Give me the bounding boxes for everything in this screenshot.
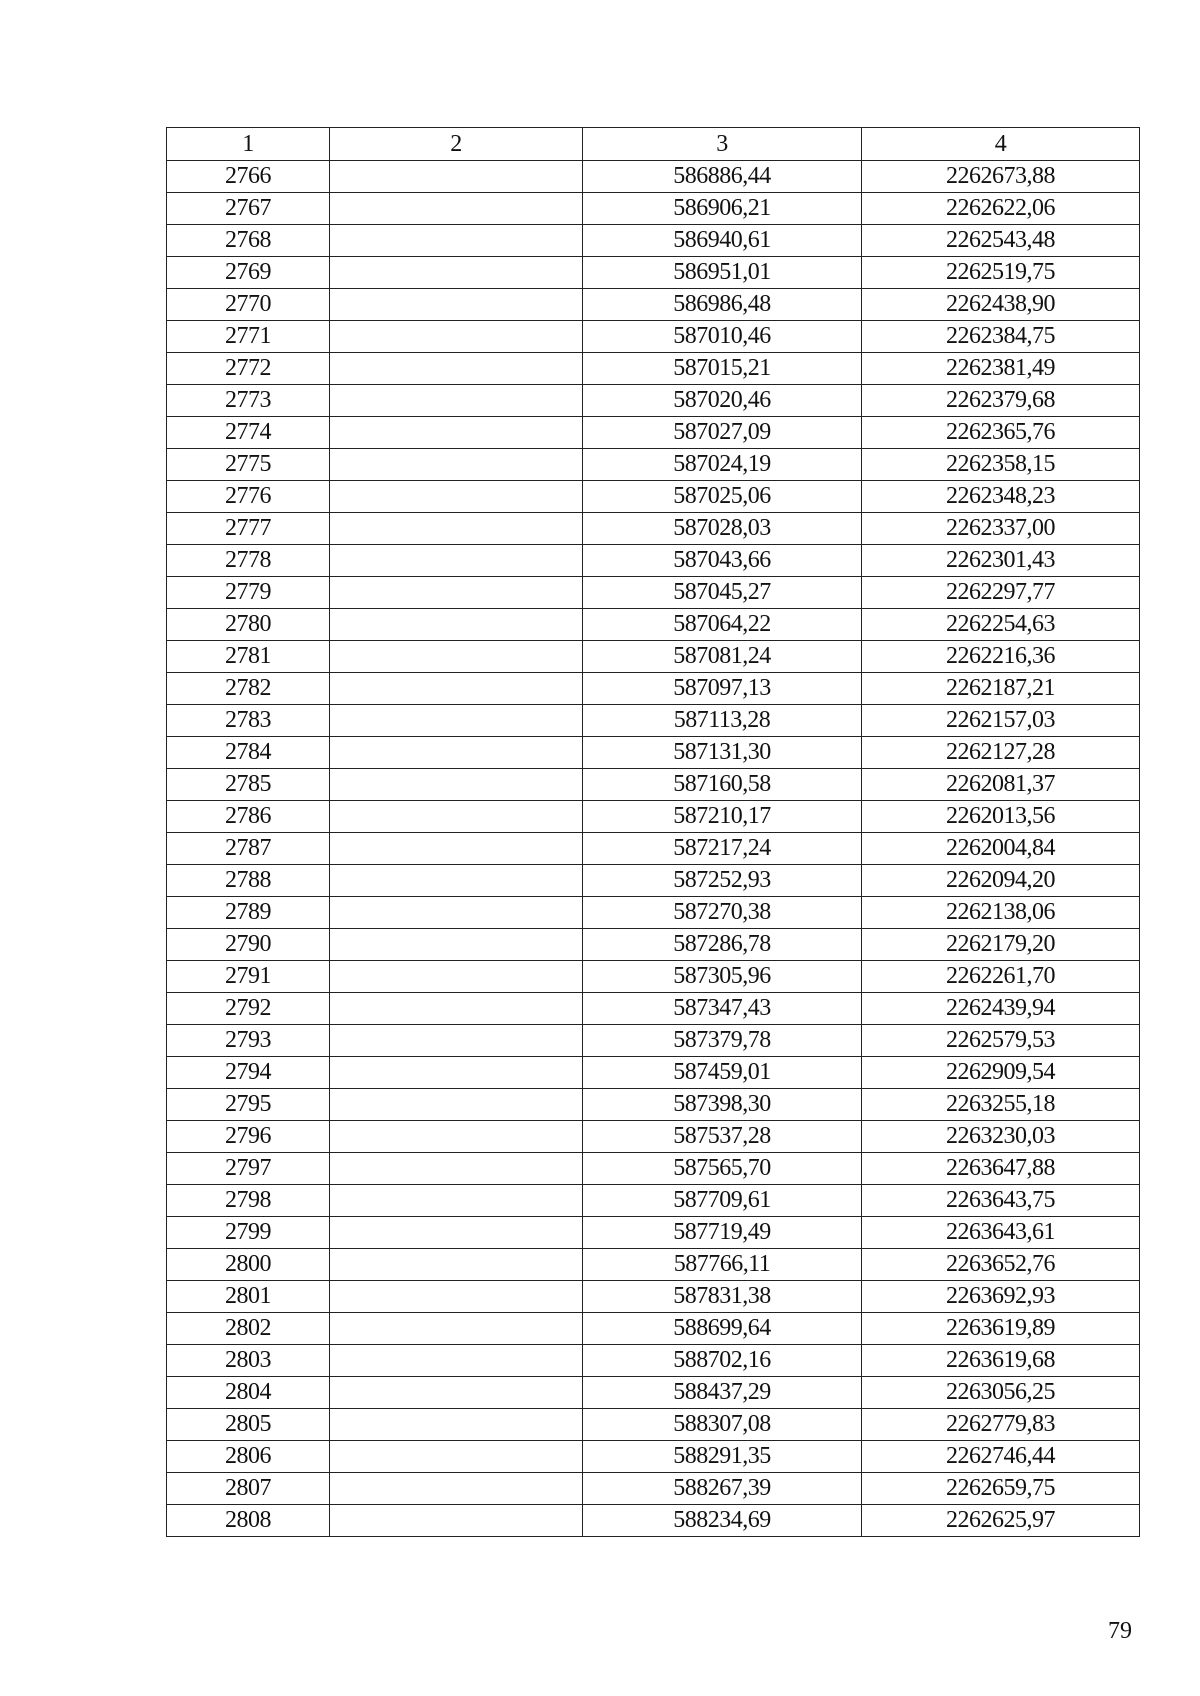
x-coordinate-cell: 587398,30 <box>583 1089 862 1121</box>
point-number-cell: 2806 <box>167 1441 330 1473</box>
y-coordinate-cell: 2262261,70 <box>862 961 1140 993</box>
point-number-cell: 2776 <box>167 481 330 513</box>
table-row <box>167 1409 1140 1441</box>
table-row <box>167 353 1140 385</box>
table-row <box>167 161 1140 193</box>
table-row <box>167 1345 1140 1377</box>
y-coordinate-cell: 2262779,83 <box>862 1409 1140 1441</box>
point-number-cell: 2805 <box>167 1409 330 1441</box>
x-coordinate-cell: 587015,21 <box>583 353 862 385</box>
point-number-cell: 2798 <box>167 1185 330 1217</box>
x-coordinate-cell: 587766,11 <box>583 1249 862 1281</box>
x-coordinate-cell: 586886,44 <box>583 161 862 193</box>
point-number-cell: 2801 <box>167 1281 330 1313</box>
y-coordinate-cell: 2262909,54 <box>862 1057 1140 1089</box>
y-coordinate-cell: 2262365,76 <box>862 417 1140 449</box>
empty-cell <box>330 1025 583 1057</box>
empty-cell <box>330 1281 583 1313</box>
y-coordinate-cell: 2263643,75 <box>862 1185 1140 1217</box>
x-coordinate-cell: 586986,48 <box>583 289 862 321</box>
point-number-cell: 2782 <box>167 673 330 705</box>
y-coordinate-cell: 2262438,90 <box>862 289 1140 321</box>
y-coordinate-cell: 2262348,23 <box>862 481 1140 513</box>
y-coordinate-cell: 2263230,03 <box>862 1121 1140 1153</box>
empty-cell <box>330 1505 583 1537</box>
table-row <box>167 289 1140 321</box>
empty-cell <box>330 673 583 705</box>
point-number-cell: 2794 <box>167 1057 330 1089</box>
x-coordinate-cell: 588234,69 <box>583 1505 862 1537</box>
table-row <box>167 545 1140 577</box>
x-coordinate-cell: 587131,30 <box>583 737 862 769</box>
table-row <box>167 1217 1140 1249</box>
point-number-cell: 2789 <box>167 897 330 929</box>
empty-cell <box>330 257 583 289</box>
x-coordinate-cell: 587217,24 <box>583 833 862 865</box>
table-row <box>167 1281 1140 1313</box>
empty-cell <box>330 513 583 545</box>
x-coordinate-cell: 587097,13 <box>583 673 862 705</box>
y-coordinate-cell: 2262094,20 <box>862 865 1140 897</box>
table-body <box>167 161 1140 1537</box>
point-number-cell: 2788 <box>167 865 330 897</box>
point-number-cell: 2775 <box>167 449 330 481</box>
point-number-cell: 2784 <box>167 737 330 769</box>
x-coordinate-cell: 587028,03 <box>583 513 862 545</box>
point-number-cell: 2807 <box>167 1473 330 1505</box>
y-coordinate-cell: 2262004,84 <box>862 833 1140 865</box>
point-number-cell: 2791 <box>167 961 330 993</box>
y-coordinate-cell: 2262381,49 <box>862 353 1140 385</box>
x-coordinate-cell: 587010,46 <box>583 321 862 353</box>
empty-cell <box>330 737 583 769</box>
empty-cell <box>330 1217 583 1249</box>
x-coordinate-cell: 587347,43 <box>583 993 862 1025</box>
x-coordinate-cell: 587027,09 <box>583 417 862 449</box>
table-row <box>167 513 1140 545</box>
y-coordinate-cell: 2262673,88 <box>862 161 1140 193</box>
table-row <box>167 1089 1140 1121</box>
y-coordinate-cell: 2262216,36 <box>862 641 1140 673</box>
point-number-cell: 2808 <box>167 1505 330 1537</box>
table-row <box>167 1121 1140 1153</box>
table-row <box>167 1441 1140 1473</box>
x-coordinate-cell: 588702,16 <box>583 1345 862 1377</box>
empty-cell <box>330 1409 583 1441</box>
table-row <box>167 577 1140 609</box>
point-number-cell: 2790 <box>167 929 330 961</box>
table-row <box>167 417 1140 449</box>
empty-cell <box>330 225 583 257</box>
point-number-cell: 2767 <box>167 193 330 225</box>
point-number-cell: 2786 <box>167 801 330 833</box>
x-coordinate-cell: 587043,66 <box>583 545 862 577</box>
table-row <box>167 1249 1140 1281</box>
empty-cell <box>330 897 583 929</box>
y-coordinate-cell: 2262013,56 <box>862 801 1140 833</box>
x-coordinate-cell: 587459,01 <box>583 1057 862 1089</box>
table-row <box>167 993 1140 1025</box>
empty-cell <box>330 769 583 801</box>
table-row <box>167 1377 1140 1409</box>
y-coordinate-cell: 2263643,61 <box>862 1217 1140 1249</box>
table-row <box>167 321 1140 353</box>
y-coordinate-cell: 2262543,48 <box>862 225 1140 257</box>
table-row <box>167 897 1140 929</box>
y-coordinate-cell: 2263056,25 <box>862 1377 1140 1409</box>
table-row <box>167 609 1140 641</box>
point-number-cell: 2778 <box>167 545 330 577</box>
table-row <box>167 769 1140 801</box>
table-row <box>167 865 1140 897</box>
empty-cell <box>330 961 583 993</box>
empty-cell <box>330 929 583 961</box>
point-number-cell: 2770 <box>167 289 330 321</box>
table-row <box>167 1153 1140 1185</box>
x-coordinate-cell: 587305,96 <box>583 961 862 993</box>
point-number-cell: 2769 <box>167 257 330 289</box>
y-coordinate-cell: 2262337,00 <box>862 513 1140 545</box>
table-row <box>167 929 1140 961</box>
point-number-cell: 2800 <box>167 1249 330 1281</box>
point-number-cell: 2793 <box>167 1025 330 1057</box>
table-row <box>167 1313 1140 1345</box>
table-row <box>167 1025 1140 1057</box>
empty-cell <box>330 417 583 449</box>
point-number-cell: 2785 <box>167 769 330 801</box>
y-coordinate-cell: 2262358,15 <box>862 449 1140 481</box>
empty-cell <box>330 865 583 897</box>
y-coordinate-cell: 2262379,68 <box>862 385 1140 417</box>
table-row <box>167 257 1140 289</box>
table-row <box>167 641 1140 673</box>
table-row <box>167 801 1140 833</box>
point-number-cell: 2773 <box>167 385 330 417</box>
point-number-cell: 2802 <box>167 1313 330 1345</box>
x-coordinate-cell: 587831,38 <box>583 1281 862 1313</box>
point-number-cell: 2771 <box>167 321 330 353</box>
table-row <box>167 833 1140 865</box>
x-coordinate-cell: 588437,29 <box>583 1377 862 1409</box>
table-row <box>167 225 1140 257</box>
y-coordinate-cell: 2262746,44 <box>862 1441 1140 1473</box>
table-row <box>167 1185 1140 1217</box>
empty-cell <box>330 1153 583 1185</box>
empty-cell <box>330 609 583 641</box>
y-coordinate-cell: 2262297,77 <box>862 577 1140 609</box>
y-coordinate-cell: 2262157,03 <box>862 705 1140 737</box>
point-number-cell: 2803 <box>167 1345 330 1377</box>
y-coordinate-cell: 2262659,75 <box>862 1473 1140 1505</box>
empty-cell <box>330 1441 583 1473</box>
x-coordinate-cell: 587719,49 <box>583 1217 862 1249</box>
y-coordinate-cell: 2262622,06 <box>862 193 1140 225</box>
x-coordinate-cell: 587020,46 <box>583 385 862 417</box>
point-number-cell: 2787 <box>167 833 330 865</box>
x-coordinate-cell: 587064,22 <box>583 609 862 641</box>
empty-cell <box>330 1249 583 1281</box>
empty-cell <box>330 1313 583 1345</box>
empty-cell <box>330 449 583 481</box>
empty-cell <box>330 1345 583 1377</box>
empty-cell <box>330 1121 583 1153</box>
y-coordinate-cell: 2262179,20 <box>862 929 1140 961</box>
point-number-cell: 2766 <box>167 161 330 193</box>
empty-cell <box>330 705 583 737</box>
y-coordinate-cell: 2262127,28 <box>862 737 1140 769</box>
empty-cell <box>330 385 583 417</box>
empty-cell <box>330 321 583 353</box>
y-coordinate-cell: 2262579,53 <box>862 1025 1140 1057</box>
x-coordinate-cell: 587286,78 <box>583 929 862 961</box>
point-number-cell: 2796 <box>167 1121 330 1153</box>
empty-cell <box>330 641 583 673</box>
empty-cell <box>330 993 583 1025</box>
empty-cell <box>330 1057 583 1089</box>
x-coordinate-cell: 588291,35 <box>583 1441 862 1473</box>
y-coordinate-cell: 2263652,76 <box>862 1249 1140 1281</box>
x-coordinate-cell: 586906,21 <box>583 193 862 225</box>
table-row <box>167 1057 1140 1089</box>
x-coordinate-cell: 587025,06 <box>583 481 862 513</box>
y-coordinate-cell: 2262625,97 <box>862 1505 1140 1537</box>
y-coordinate-cell: 2262439,94 <box>862 993 1140 1025</box>
table-row <box>167 673 1140 705</box>
page-number: 79 <box>1108 1618 1132 1644</box>
table-header-row <box>167 128 1140 161</box>
x-coordinate-cell: 587081,24 <box>583 641 862 673</box>
empty-cell <box>330 1185 583 1217</box>
x-coordinate-cell: 588699,64 <box>583 1313 862 1345</box>
table-row <box>167 385 1140 417</box>
table-row <box>167 705 1140 737</box>
point-number-cell: 2781 <box>167 641 330 673</box>
y-coordinate-cell: 2262254,63 <box>862 609 1140 641</box>
empty-cell <box>330 481 583 513</box>
header-col-2: 2 <box>330 128 583 161</box>
y-coordinate-cell: 2263619,89 <box>862 1313 1140 1345</box>
x-coordinate-cell: 587113,28 <box>583 705 862 737</box>
point-number-cell: 2774 <box>167 417 330 449</box>
y-coordinate-cell: 2262081,37 <box>862 769 1140 801</box>
x-coordinate-cell: 587024,19 <box>583 449 862 481</box>
table-row <box>167 1505 1140 1537</box>
x-coordinate-cell: 587270,38 <box>583 897 862 929</box>
empty-cell <box>330 1377 583 1409</box>
x-coordinate-cell: 588307,08 <box>583 1409 862 1441</box>
table-row <box>167 1473 1140 1505</box>
x-coordinate-cell: 587709,61 <box>583 1185 862 1217</box>
empty-cell <box>330 545 583 577</box>
point-number-cell: 2792 <box>167 993 330 1025</box>
empty-cell <box>330 193 583 225</box>
x-coordinate-cell: 588267,39 <box>583 1473 862 1505</box>
point-number-cell: 2780 <box>167 609 330 641</box>
empty-cell <box>330 353 583 385</box>
point-number-cell: 2768 <box>167 225 330 257</box>
x-coordinate-cell: 587210,17 <box>583 801 862 833</box>
empty-cell <box>330 1473 583 1505</box>
x-coordinate-cell: 587379,78 <box>583 1025 862 1057</box>
empty-cell <box>330 801 583 833</box>
header-col-1: 1 <box>167 128 330 161</box>
y-coordinate-cell: 2262301,43 <box>862 545 1140 577</box>
y-coordinate-cell: 2262187,21 <box>862 673 1140 705</box>
y-coordinate-cell: 2262384,75 <box>862 321 1140 353</box>
y-coordinate-cell: 2263692,93 <box>862 1281 1140 1313</box>
point-number-cell: 2777 <box>167 513 330 545</box>
table-row <box>167 193 1140 225</box>
empty-cell <box>330 833 583 865</box>
x-coordinate-cell: 587045,27 <box>583 577 862 609</box>
table-row <box>167 481 1140 513</box>
y-coordinate-cell: 2263255,18 <box>862 1089 1140 1121</box>
point-number-cell: 2797 <box>167 1153 330 1185</box>
point-number-cell: 2772 <box>167 353 330 385</box>
x-coordinate-cell: 587565,70 <box>583 1153 862 1185</box>
x-coordinate-cell: 586940,61 <box>583 225 862 257</box>
point-number-cell: 2795 <box>167 1089 330 1121</box>
coordinates-table <box>166 127 1140 1537</box>
x-coordinate-cell: 587537,28 <box>583 1121 862 1153</box>
table-row <box>167 449 1140 481</box>
x-coordinate-cell: 586951,01 <box>583 257 862 289</box>
table-row <box>167 737 1140 769</box>
y-coordinate-cell: 2263619,68 <box>862 1345 1140 1377</box>
empty-cell <box>330 289 583 321</box>
point-number-cell: 2799 <box>167 1217 330 1249</box>
empty-cell <box>330 1089 583 1121</box>
point-number-cell: 2804 <box>167 1377 330 1409</box>
point-number-cell: 2783 <box>167 705 330 737</box>
empty-cell <box>330 161 583 193</box>
empty-cell <box>330 577 583 609</box>
y-coordinate-cell: 2262519,75 <box>862 257 1140 289</box>
table-row <box>167 961 1140 993</box>
y-coordinate-cell: 2262138,06 <box>862 897 1140 929</box>
point-number-cell: 2779 <box>167 577 330 609</box>
x-coordinate-cell: 587252,93 <box>583 865 862 897</box>
header-col-3: 3 <box>583 128 862 161</box>
x-coordinate-cell: 587160,58 <box>583 769 862 801</box>
y-coordinate-cell: 2263647,88 <box>862 1153 1140 1185</box>
header-col-4: 4 <box>862 128 1140 161</box>
